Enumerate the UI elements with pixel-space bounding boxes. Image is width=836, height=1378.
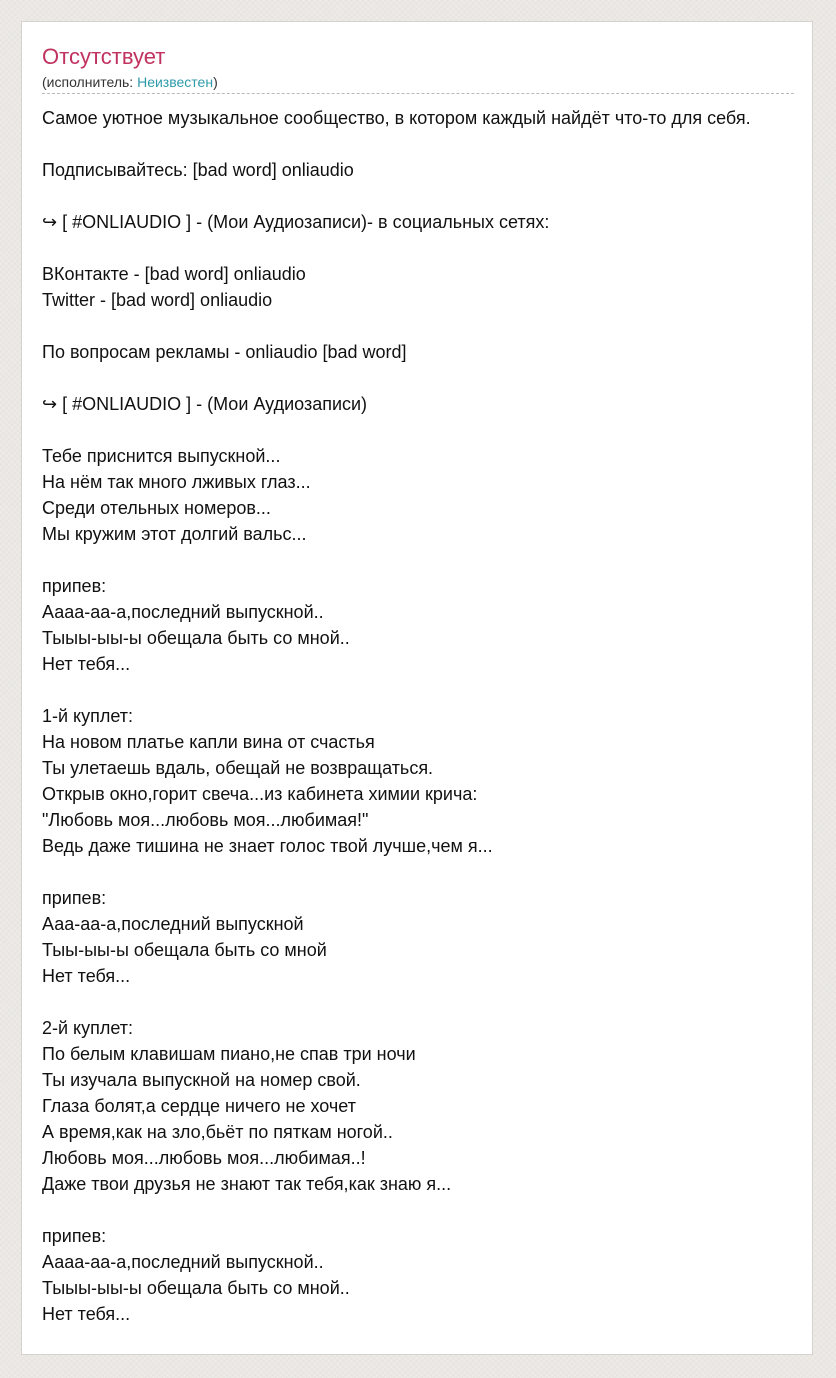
lyrics-line: ↪ [ #ONLIAUDIO ] - (Мои Аудиозаписи)- в социальных сетях: <box>42 212 550 232</box>
lyrics-line: Самое уютное музыкальное сообщество, в котором каждый найдёт что-то для себя. <box>42 108 751 128</box>
lyrics-blank-line <box>42 417 836 443</box>
lyrics-line: Нет тебя... <box>42 1304 131 1324</box>
lyrics-line: Тебе приснится выпускной... <box>42 446 281 466</box>
lyrics-line: ВКонтакте - [bad word] onliaudio <box>42 264 306 284</box>
song-title: Отсутствует <box>42 44 166 69</box>
lyrics-line: ↪ [ #ONLIAUDIO ] - (Мои Аудиозаписи) <box>42 394 368 414</box>
artist-prefix: (исполнитель: <box>42 74 138 90</box>
lyrics-line: По вопросам рекламы - onliaudio [bad word] <box>42 342 407 362</box>
lyrics-line: Любовь моя...любовь моя...любимая..! <box>42 1148 366 1168</box>
lyrics-line: На нём так много лживых глаз... <box>42 472 311 492</box>
lyrics-line: Тыыы-ыы-ы обещала быть со мной.. <box>42 1278 350 1298</box>
lyrics-blank-line <box>42 183 836 209</box>
lyrics-line: А время,как на зло,бьёт по пяткам ногой.. <box>42 1122 393 1142</box>
lyrics-line: Нет тебя... <box>42 966 131 986</box>
lyrics-line: Нет тебя... <box>42 654 131 674</box>
lyrics-line: На новом платье капли вина от счастья <box>42 732 375 752</box>
lyrics-line: "Любовь моя...любовь моя...любимая!" <box>42 810 369 830</box>
lyrics-line: припев: <box>42 888 107 908</box>
lyrics-blank-line <box>42 131 836 157</box>
lyrics-line: припев: <box>42 576 107 596</box>
lyrics-line: Глаза болят,а сердце ничего не хочет <box>42 1096 356 1116</box>
lyrics-line: 1-й куплет: <box>42 706 134 726</box>
lyrics-line: Ааа-аа-а,последний выпускной <box>42 914 304 934</box>
lyrics-card <box>21 21 813 1355</box>
lyrics-line: Ведь даже тишина не знает голос твой лучше,чем я... <box>42 836 493 856</box>
lyrics-line: Среди отельных номеров... <box>42 498 271 518</box>
lyrics-blank-line <box>42 313 836 339</box>
lyrics-line: припев: <box>42 1226 107 1246</box>
lyrics-blank-line <box>42 365 836 391</box>
lyrics-line: Даже твои друзья не знают так тебя,как знаю я... <box>42 1174 452 1194</box>
lyrics-blank-line <box>42 989 836 1015</box>
artist-line <box>42 73 794 94</box>
lyrics-line: Открыв окно,горит свеча...из кабинета химии крича: <box>42 784 478 804</box>
lyrics-blank-line <box>42 547 836 573</box>
lyrics-line: Ты улетаешь вдаль, обещай не возвращаться. <box>42 758 434 778</box>
lyrics-blank-line <box>42 677 836 703</box>
lyrics-line: Тыы-ыы-ы обещала быть со мной <box>42 940 327 960</box>
lyrics-line: Twitter - [bad word] onliaudio <box>42 290 273 310</box>
lyrics-line: Мы кружим этот долгий вальс... <box>42 524 307 544</box>
lyrics-blank-line <box>42 1197 836 1223</box>
lyrics-line: Аааа-аа-а,последний выпускной.. <box>42 602 324 622</box>
lyrics-line: Тыыы-ыы-ы обещала быть со мной.. <box>42 628 350 648</box>
lyrics-text <box>42 105 836 1327</box>
artist-suffix: ) <box>213 74 218 90</box>
lyrics-line: По белым клавишам пиано,не спав три ночи <box>42 1044 416 1064</box>
lyrics-blank-line <box>42 859 836 885</box>
lyrics-line: Аааа-аа-а,последний выпускной.. <box>42 1252 324 1272</box>
lyrics-line: Подписывайтесь: [bad word] onliaudio <box>42 160 354 180</box>
lyrics-line: 2-й куплет: <box>42 1018 134 1038</box>
lyrics-line: Ты изучала выпускной на номер свой. <box>42 1070 361 1090</box>
lyrics-blank-line <box>42 235 836 261</box>
artist-link[interactable]: Неизвестен <box>137 74 214 90</box>
